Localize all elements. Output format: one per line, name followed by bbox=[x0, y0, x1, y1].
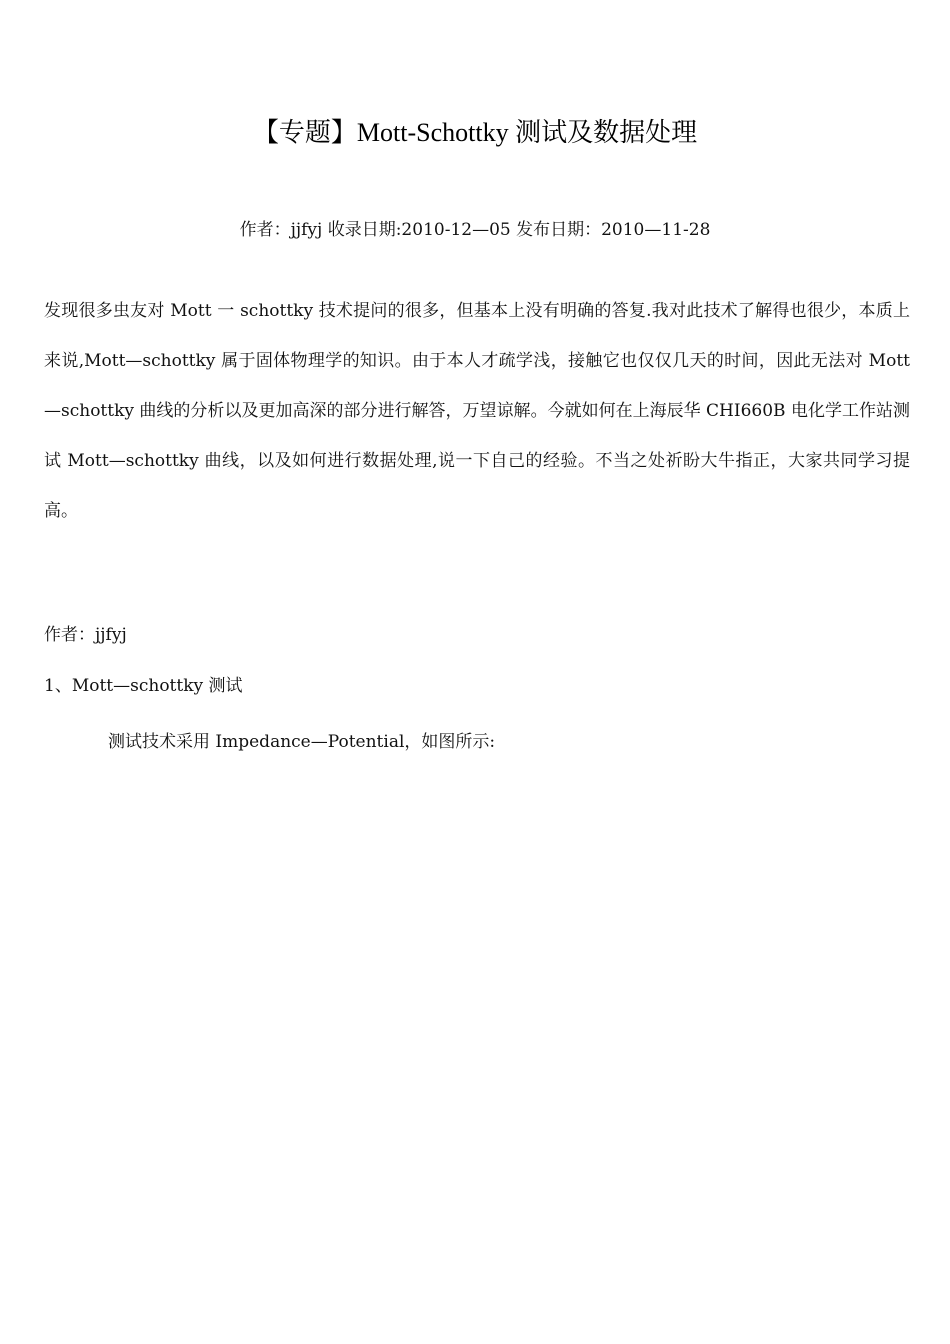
body-text-line: 测试技术采用 Impedance—Potential，如图所示: bbox=[108, 732, 496, 752]
section-heading: 1、Mott—schottky 测试 bbox=[44, 676, 243, 696]
document-title: 【专题】Mott-Schottky 测试及数据处理 bbox=[252, 118, 698, 147]
author-line: 作者：jjfyj bbox=[44, 625, 127, 645]
document-meta-line: 作者：jjfyj 收录日期:2010-12—05 发布日期：2010—11-28 bbox=[239, 220, 711, 240]
intro-paragraph: 发现很多虫友对 Mott 一 schottky 技术提问的很多，但基本上没有明确的答复.我对此技术了解得也很少，本质上来说,Mott—schottky 属于固体物理学的知识。由于本人才疏学浅，接触它也仅仅几天的时间，因此无法对 Mott—schottky 曲线的分析以及更加高深的部分进行解答，万望谅解。今就如何在上海辰华 CHI660B 电化学工作站测试 Mott—schottky 曲线，以及如何进行数据处理,说一下自己的经验。不当之处祈盼大牛指正，大家共同学习提高。 bbox=[44, 301, 910, 521]
